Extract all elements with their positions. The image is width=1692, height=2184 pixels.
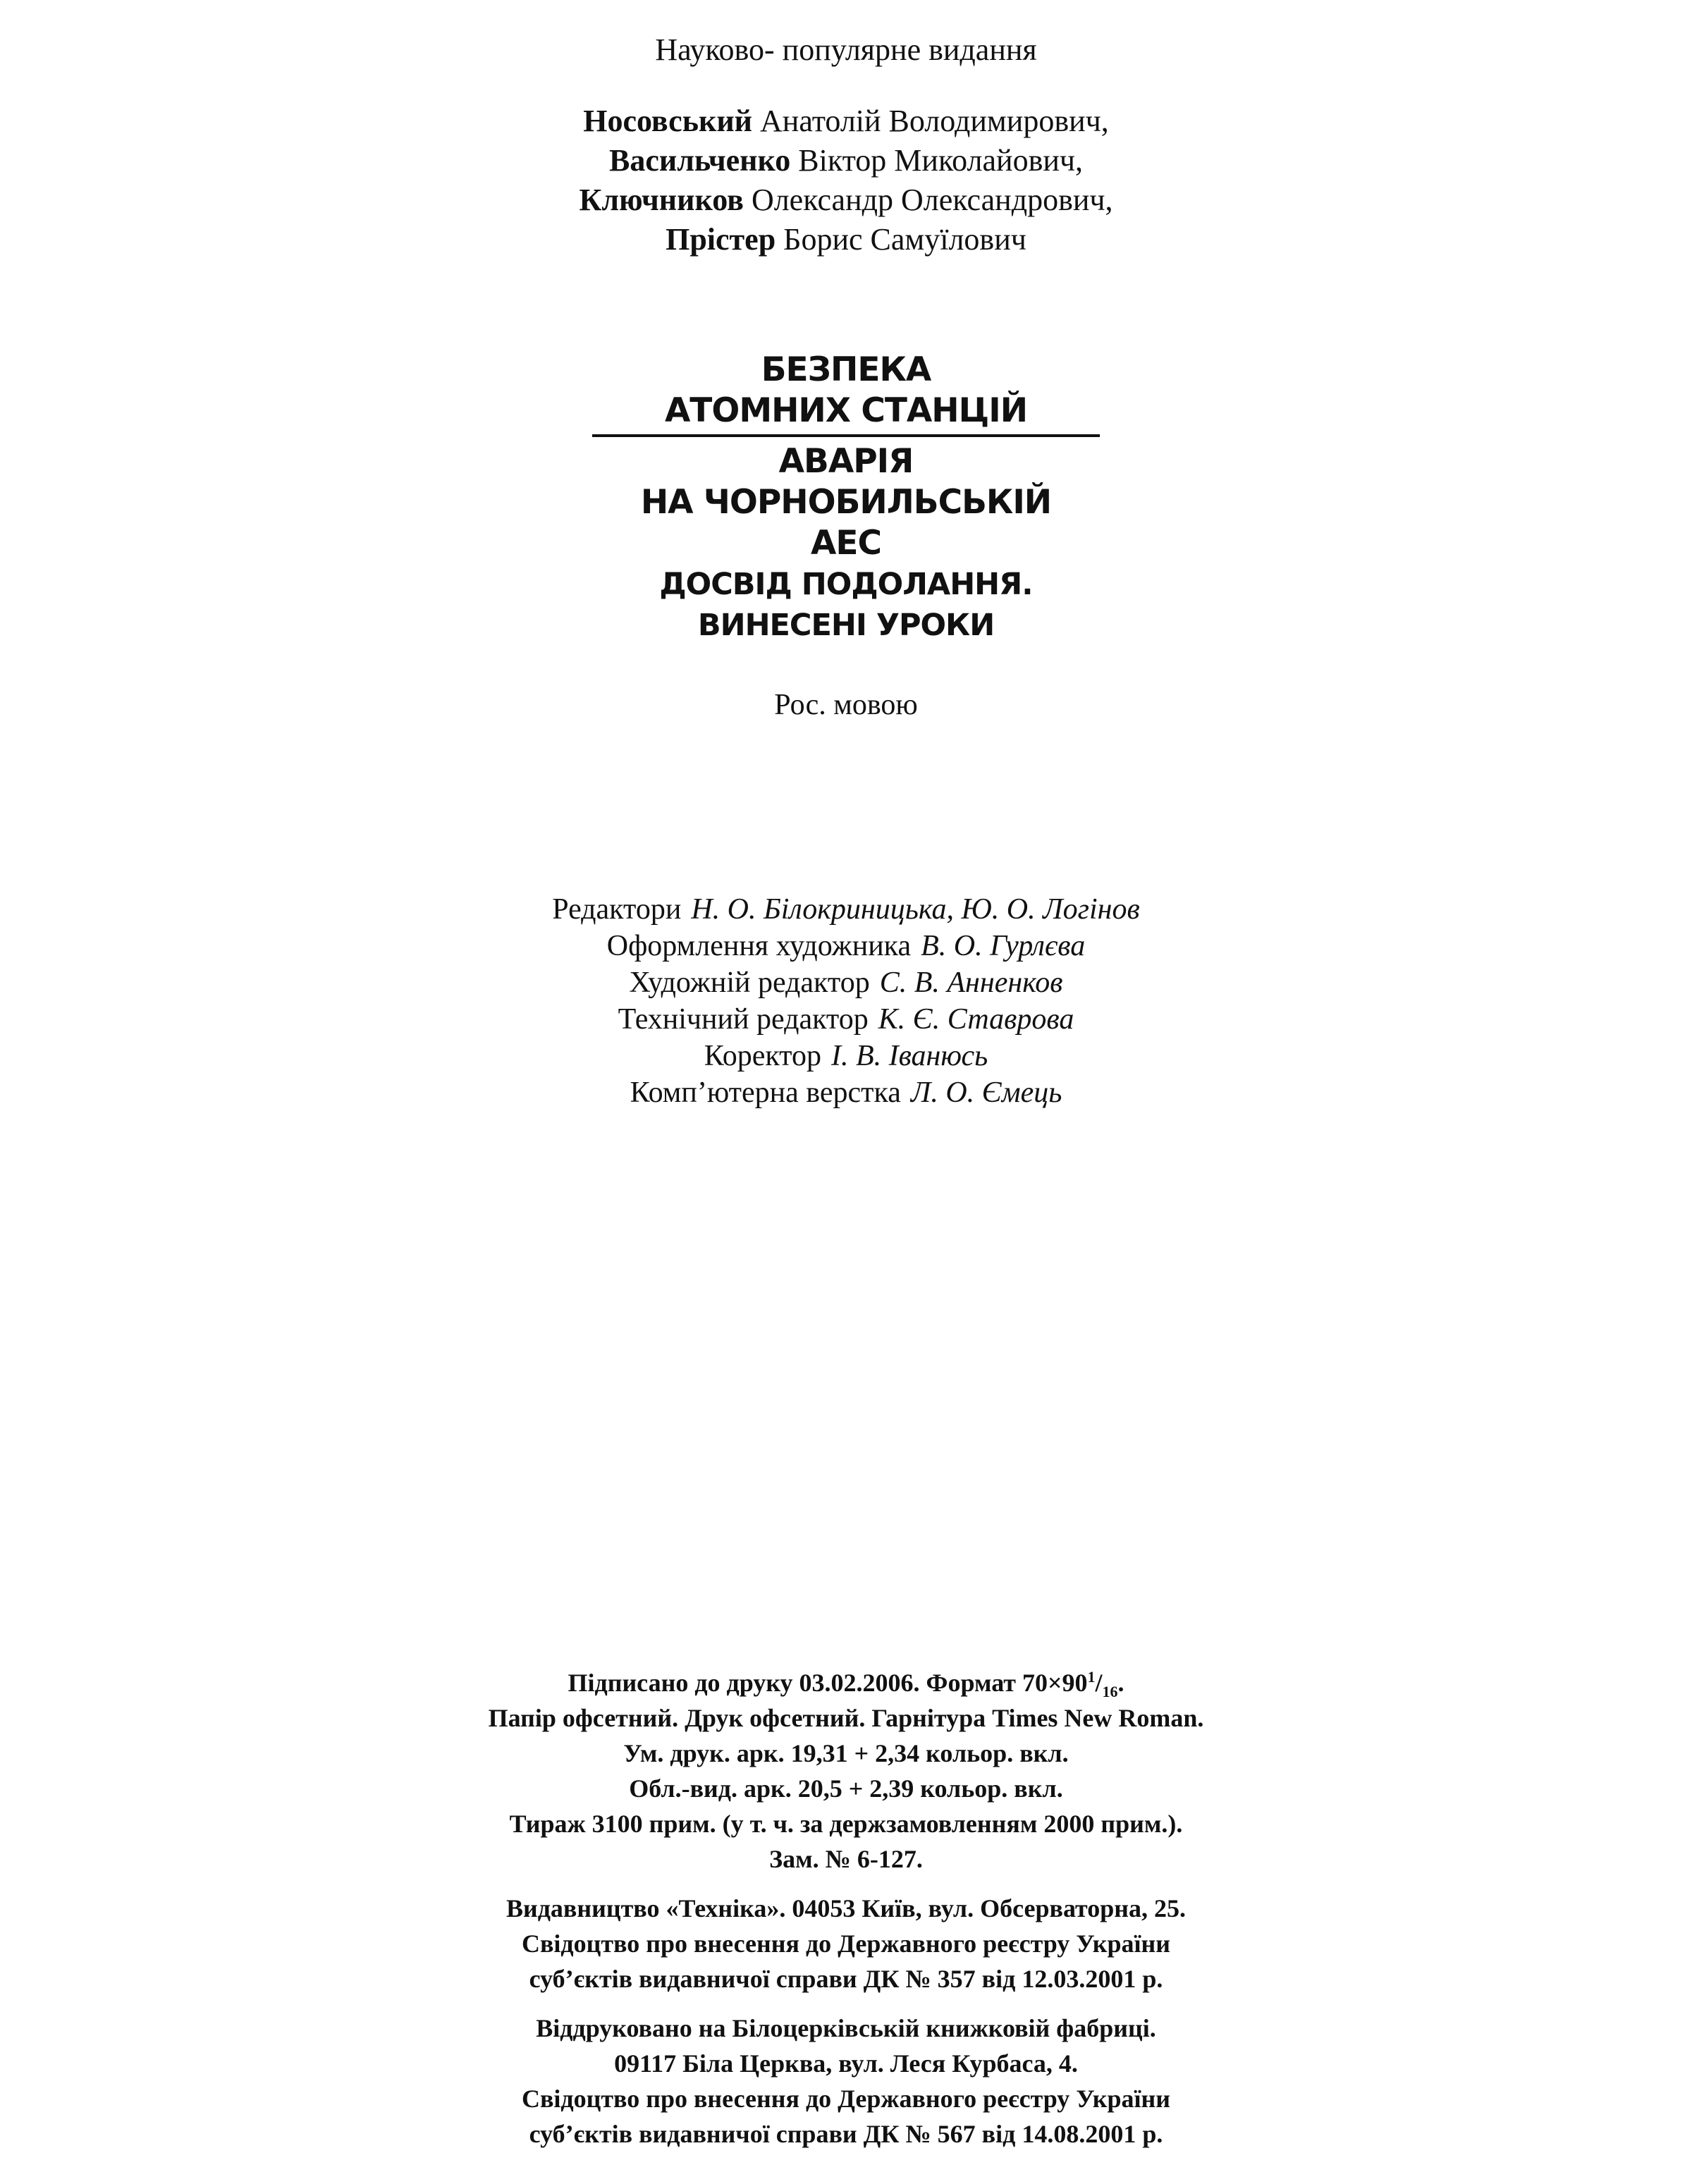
- circulation: Тираж 3100 прим. (у т. ч. за держзамовленням 2000 прим.).: [509, 1810, 1183, 1838]
- edition-type: Науково- популярне видання: [655, 32, 1037, 67]
- credit-role: Художній редактор: [629, 967, 870, 999]
- credit-name: С. В. Анненков: [879, 967, 1063, 999]
- author-line: [0, 180, 1692, 220]
- print-sheets: Ум. друк. арк. 19,31 + 2,34 кольор. вкл.: [623, 1739, 1069, 1767]
- credit-line: [0, 1074, 1692, 1111]
- credit-line: [0, 1001, 1692, 1038]
- author-surname: Васильченко: [608, 143, 791, 178]
- author-given-names: Анатолій Володимирович,: [760, 104, 1109, 138]
- subtitle-line: АЕС: [811, 524, 881, 563]
- author-given-names: Олександр Олександрович,: [751, 183, 1113, 217]
- subtitle-line: ВИНЕСЕНІ УРОКИ: [697, 608, 995, 643]
- book-title: [0, 350, 1692, 646]
- publisher-line: суб’єктів видавничої справи ДК № 357 від 12.03.2001 р.: [529, 1965, 1163, 1993]
- credit-name: В. О. Гурлєва: [921, 930, 1086, 962]
- printer-line: Віддруковано на Білоцерківській книжковій фабриці.: [536, 2014, 1156, 2042]
- subtitle-line: НА ЧОРНОБИЛЬСЬКІЙ: [640, 483, 1052, 522]
- credit-role: Коректор: [704, 1040, 821, 1072]
- title-line: БЕЗПЕКА: [761, 350, 931, 389]
- title-divider: [592, 434, 1100, 437]
- author-line: [0, 220, 1692, 259]
- printer-info: [0, 2011, 1692, 2152]
- authors-list: [0, 102, 1692, 259]
- credit-line: [0, 928, 1692, 964]
- author-line: [0, 102, 1692, 141]
- print-specs: [0, 1665, 1692, 1877]
- credit-line: [0, 964, 1692, 1001]
- publication-imprint: [0, 1665, 1692, 2166]
- author-given-names: Віктор Миколайович,: [798, 143, 1084, 178]
- credit-role: Оформлення художника: [606, 930, 912, 962]
- author-surname: Прістер: [666, 222, 776, 257]
- subtitle-line: ДОСВІД ПОДОЛАННЯ.: [659, 567, 1033, 602]
- printer-line: суб’єктів видавничої справи ДК № 567 від 14.08.2001 р.: [529, 2120, 1163, 2148]
- publisher-info: [0, 1891, 1692, 1996]
- signed-for-print: [0, 1665, 1692, 1700]
- credit-line: [0, 891, 1692, 928]
- credit-line: [0, 1038, 1692, 1074]
- publisher-line: Видавництво «Техніка». 04053 Київ, вул. Обсерваторна, 25.: [505, 1894, 1187, 1922]
- author-surname: Ключников: [579, 183, 744, 217]
- credit-role: Комп’ютерна верстка: [630, 1076, 901, 1109]
- format-slash: /: [1095, 1669, 1103, 1697]
- credit-name: І. В. Іванюсь: [830, 1040, 988, 1072]
- editorial-credits: [0, 891, 1692, 1111]
- author-surname: Носовський: [583, 104, 753, 138]
- author-line: [0, 141, 1692, 180]
- title-line: АТОМНИХ СТАНЦІЙ: [664, 391, 1028, 430]
- publisher-line: Свідоцтво про внесення до Державного реєстру України: [521, 1930, 1171, 1958]
- order-number: Зам. № 6-127.: [769, 1845, 923, 1873]
- printer-line: Свідоцтво про внесення до Державного реєстру України: [521, 2085, 1171, 2113]
- language-note: Рос. мовою: [774, 689, 918, 721]
- format-superscript: 1: [1087, 1668, 1096, 1686]
- credit-role: Редактори: [552, 893, 682, 926]
- credit-name: Н. О. Білокриницька, Ю. О. Логінов: [691, 893, 1140, 926]
- author-given-names: Борис Самуїлович: [783, 222, 1026, 257]
- credit-role: Технічний редактор: [618, 1003, 869, 1036]
- format-end: .: [1117, 1669, 1124, 1697]
- subtitle-line: АВАРІЯ: [778, 442, 914, 481]
- signed-text: Підписано до друку 03.02.2006. Формат 70×90: [568, 1669, 1088, 1697]
- paper-info: Папір офсетний. Друк офсетний. Гарнітура Times New Roman.: [488, 1704, 1204, 1732]
- format-subscript: 16: [1102, 1683, 1118, 1701]
- credit-name: Л. О. Ємець: [910, 1076, 1062, 1109]
- credit-name: К. Є. Ставрова: [878, 1003, 1074, 1036]
- printer-line: 09117 Біла Церква, вул. Леся Курбаса, 4.: [614, 2049, 1078, 2078]
- publishing-sheets: Обл.-вид. арк. 20,5 + 2,39 кольор. вкл.: [629, 1774, 1063, 1803]
